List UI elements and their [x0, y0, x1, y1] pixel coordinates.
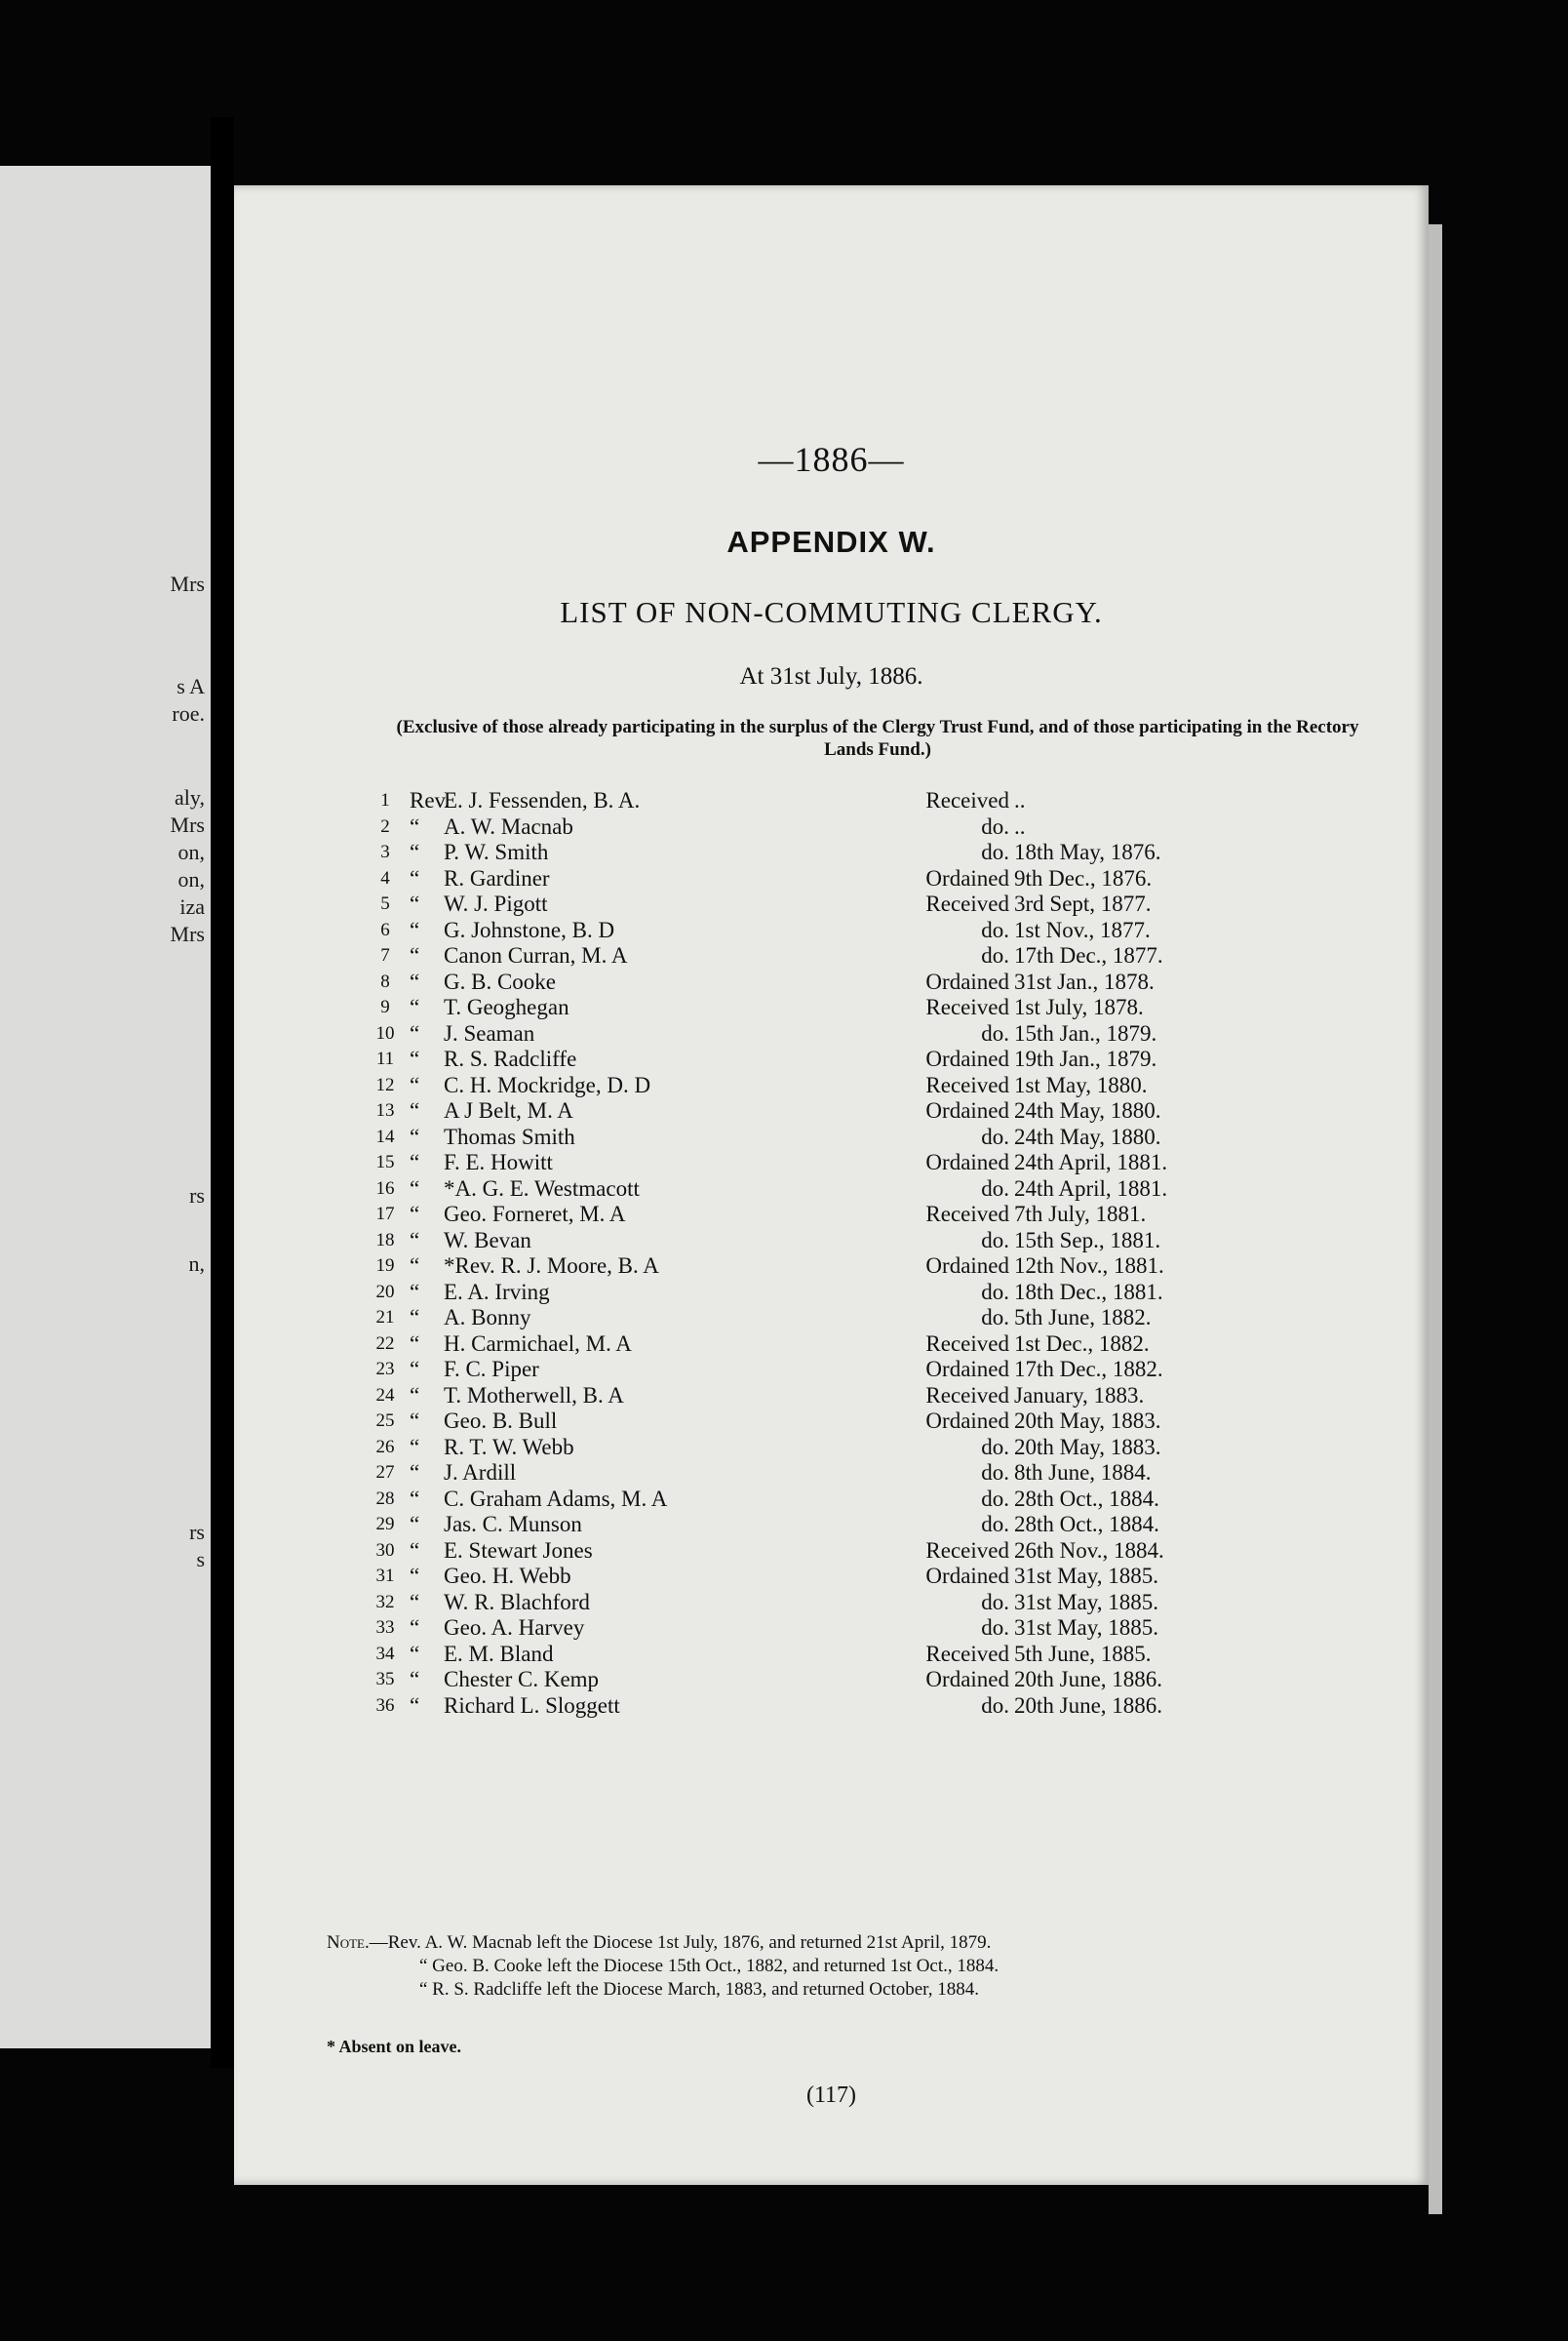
entry-number: 32	[375, 1591, 395, 1612]
entry-prefix: “	[410, 995, 420, 1019]
entry-date: 7th July, 1881.	[1014, 1202, 1147, 1226]
entry-date: 1st July, 1878.	[1014, 995, 1144, 1019]
list-item	[371, 1280, 1346, 1306]
entry-number: 23	[375, 1359, 395, 1379]
entry-number: 33	[375, 1617, 395, 1638]
list-title: LIST OF NON-COMMUTING CLERGY.	[560, 595, 1103, 629]
entry-date: 20th June, 1886.	[1014, 1692, 1163, 1718]
clergy-name: W. R. Blachford	[444, 1589, 590, 1614]
page-edge	[1429, 224, 1442, 2214]
list-item	[371, 1383, 1346, 1409]
left-page-fragment: iza	[179, 894, 205, 919]
entry-number: 16	[375, 1177, 395, 1199]
entry-status: do.	[981, 813, 1009, 839]
clergy-name: Jas. C. Munson	[444, 1512, 582, 1536]
entry-status: do.	[981, 917, 1009, 942]
entry-prefix: “	[410, 1047, 420, 1071]
entry-date: 12th Nov., 1881.	[1014, 1253, 1164, 1278]
entry-status: Ordained	[925, 1098, 1009, 1123]
clergy-name: F. C. Piper	[444, 1357, 539, 1381]
entry-date: 24th April, 1881.	[1014, 1175, 1168, 1201]
footnote-line: “ R. S. Radcliffe left the Diocese March, 1883, and returned October, 1884.	[419, 1978, 979, 2000]
entry-prefix: “	[410, 1512, 420, 1536]
entry-status: Ordained	[925, 1047, 1009, 1071]
list-item	[371, 1021, 1346, 1048]
entry-number: 24	[375, 1384, 395, 1406]
left-page-fragment: rs	[189, 1183, 205, 1208]
clergy-name: Geo. A. Harvey	[444, 1615, 585, 1640]
clergy-name: A. W. Macnab	[444, 813, 573, 839]
exclusion-note: (Exclusive of those already participating in the surplus of the Clergy Trust Fund, and of those participating in the Rectory Lands Fund.)	[396, 717, 1359, 760]
list-item	[371, 1538, 1346, 1565]
entry-number: 29	[375, 1514, 395, 1534]
entry-prefix: “	[410, 1279, 420, 1304]
list-item	[371, 1460, 1346, 1487]
entry-prefix: “	[410, 917, 420, 942]
clergy-name: A. Bonny	[444, 1305, 531, 1329]
entry-number: 28	[375, 1488, 395, 1509]
clergy-name: J. Seaman	[444, 1020, 535, 1046]
clergy-name: E. Stewart Jones	[444, 1537, 593, 1563]
entry-number: 36	[375, 1694, 395, 1716]
entry-prefix: “	[410, 865, 420, 891]
entry-status: Ordained	[925, 1357, 1009, 1381]
year-heading: —1886—	[758, 440, 905, 479]
entry-number: 13	[375, 1100, 395, 1121]
left-page-fragment: on,	[177, 840, 205, 864]
list-item	[371, 1150, 1346, 1176]
entry-prefix: “	[410, 1615, 420, 1640]
list-item	[371, 943, 1346, 970]
list-item	[371, 1409, 1346, 1435]
list-item	[371, 1176, 1346, 1203]
entry-status: Received	[925, 1382, 1009, 1408]
entry-status: Received	[925, 1641, 1009, 1666]
left-page-fragment: rs	[189, 1520, 205, 1544]
entry-date: 18th Dec., 1881.	[1014, 1279, 1163, 1304]
entry-prefix: “	[410, 1537, 420, 1563]
footnote-line	[327, 1931, 1399, 1955]
entry-number: 27	[375, 1462, 395, 1483]
footnote-line: “ Geo. B. Cooke left the Diocese 15th Oct., 1882, and returned 1st Oct., 1884.	[419, 1955, 1000, 1976]
list-item	[371, 1098, 1346, 1125]
entry-prefix: “	[410, 1409, 420, 1433]
list-item	[371, 1202, 1346, 1228]
entry-status: Ordained	[925, 1150, 1009, 1174]
entry-status: do.	[981, 943, 1009, 968]
clergy-name: W. J. Pigott	[444, 892, 548, 916]
entry-date: ..	[1014, 788, 1026, 813]
entry-number: 35	[375, 1669, 395, 1689]
entry-number: 9	[380, 997, 390, 1017]
entry-status: do.	[981, 1434, 1009, 1459]
entry-number: 6	[380, 919, 390, 940]
entry-prefix: “	[410, 1692, 420, 1718]
entry-status: do.	[981, 1020, 1009, 1046]
list-item	[371, 866, 1346, 893]
entry-prefix: “	[410, 1641, 420, 1666]
entry-prefix: “	[410, 1382, 420, 1408]
entry-prefix: “	[410, 1589, 420, 1614]
entry-date: 31st May, 1885.	[1014, 1615, 1159, 1640]
entry-number: 25	[375, 1410, 395, 1431]
entry-prefix: “	[410, 1357, 420, 1381]
list-item	[371, 1331, 1346, 1358]
left-page-fragment: Mrs	[170, 922, 205, 946]
entry-date: 1st May, 1880.	[1014, 1072, 1148, 1097]
entry-prefix: “	[410, 1072, 420, 1097]
entry-number: 7	[380, 945, 390, 966]
entry-status: Received	[925, 995, 1009, 1019]
list-item	[371, 1590, 1346, 1616]
entry-status: do.	[981, 840, 1009, 864]
entry-date: 5th June, 1882.	[1014, 1305, 1152, 1329]
entry-date: 8th June, 1884.	[1014, 1460, 1152, 1485]
entry-status: do.	[981, 1615, 1009, 1640]
list-item	[371, 892, 1346, 918]
clergy-name: *A. G. E. Westmacott	[444, 1175, 640, 1201]
entry-status: Received	[925, 892, 1009, 916]
entry-prefix: “	[410, 1460, 420, 1485]
page-number: (117)	[805, 2083, 857, 2108]
entry-date: 1st Dec., 1882.	[1014, 1330, 1150, 1356]
entry-status: do.	[981, 1279, 1009, 1304]
left-page-fragment: aly,	[175, 785, 205, 810]
entry-number: 12	[375, 1074, 395, 1095]
list-item	[371, 1435, 1346, 1461]
left-page-fragment: on,	[177, 867, 205, 892]
entry-prefix: “	[410, 1098, 420, 1123]
entry-prefix: “	[410, 840, 420, 864]
entry-date: 28th Oct., 1884.	[1014, 1512, 1159, 1536]
as-of-date: At 31st July, 1886.	[739, 663, 923, 690]
entry-number: 15	[375, 1152, 395, 1172]
appendix-heading: APPENDIX W.	[726, 525, 936, 559]
clergy-name: E. J. Fessenden, B. A.	[444, 788, 641, 813]
entry-prefix: “	[410, 1305, 420, 1329]
list-item	[371, 1047, 1346, 1073]
entry-status: do.	[981, 1124, 1009, 1149]
list-item	[371, 814, 1346, 841]
clergy-name: R. T. W. Webb	[444, 1434, 574, 1459]
entry-date: ..	[1014, 813, 1026, 839]
entry-prefix: “	[410, 1202, 420, 1226]
entry-prefix: “	[410, 1124, 420, 1149]
entry-status: do.	[981, 1227, 1009, 1252]
entry-status: do.	[981, 1589, 1009, 1614]
entry-prefix: “	[410, 1330, 420, 1356]
entry-date: 20th June, 1886.	[1014, 1667, 1163, 1691]
book-gutter	[211, 117, 234, 2068]
entry-prefix: “	[410, 1667, 420, 1691]
entry-number: 11	[375, 1049, 395, 1069]
entry-date: 5th June, 1885.	[1014, 1641, 1152, 1666]
clergy-name: C. Graham Adams, M. A	[444, 1486, 668, 1511]
clergy-name: E. A. Irving	[444, 1279, 550, 1304]
entry-status: do.	[981, 1305, 1009, 1329]
entry-status: Received	[925, 1537, 1009, 1563]
list-item	[371, 970, 1346, 996]
clergy-name: H. Carmichael, M. A	[444, 1330, 632, 1356]
list-item	[371, 788, 1346, 814]
clergy-name: Geo. B. Bull	[444, 1409, 558, 1433]
entry-number: 10	[375, 1022, 395, 1044]
adjacent-left-page	[0, 166, 211, 2048]
entry-prefix: “	[410, 943, 420, 968]
entry-number: 18	[375, 1229, 395, 1250]
entry-number: 14	[375, 1126, 395, 1147]
clergy-name: R. S. Radcliffe	[444, 1047, 577, 1071]
entry-number: 3	[380, 842, 390, 862]
list-item	[371, 1564, 1346, 1590]
list-item	[371, 1693, 1346, 1720]
entry-prefix: “	[410, 1150, 420, 1174]
clergy-name: Geo. Forneret, M. A	[444, 1202, 626, 1226]
entry-status: Received	[925, 788, 1009, 813]
entry-status: do.	[981, 1692, 1009, 1718]
entry-date: 28th Oct., 1884.	[1014, 1486, 1159, 1511]
entry-status: Ordained	[925, 865, 1009, 891]
left-page-fragment: n,	[188, 1251, 205, 1276]
list-item	[371, 1487, 1346, 1513]
entry-status: Ordained	[925, 969, 1009, 994]
clergy-name: G. B. Cooke	[444, 969, 556, 994]
footnote-lead: Note.	[327, 1932, 370, 1953]
clergy-name: Geo. H. Webb	[444, 1564, 571, 1588]
entry-status: do.	[981, 1460, 1009, 1485]
clergy-name: T. Motherwell, B. A	[444, 1382, 624, 1408]
clergy-list	[371, 788, 1346, 1719]
footnote-text: —Rev. A. W. Macnab left the Diocese 1st July, 1876, and returned 21st April, 1879.	[369, 1932, 992, 1953]
entry-date: 9th Dec., 1876.	[1014, 865, 1153, 891]
list-item	[371, 1512, 1346, 1538]
entry-status: do.	[981, 1175, 1009, 1201]
entry-number: 8	[380, 971, 390, 992]
clergy-name: *Rev. R. J. Moore, B. A	[444, 1253, 659, 1278]
list-item	[371, 995, 1346, 1021]
entry-date: 18th May, 1876.	[1014, 840, 1161, 864]
list-item	[371, 1357, 1346, 1383]
entry-date: 31st Jan., 1878.	[1014, 969, 1155, 994]
entry-status: Received	[925, 1202, 1009, 1226]
entry-number: 21	[375, 1307, 395, 1328]
entry-number: 22	[375, 1332, 395, 1354]
left-page-fragment: s	[196, 1547, 205, 1571]
entry-number: 26	[375, 1436, 395, 1457]
list-item	[371, 1667, 1346, 1693]
clergy-name: R. Gardiner	[444, 865, 550, 891]
entry-number: 30	[375, 1539, 395, 1561]
list-item	[371, 1125, 1346, 1151]
left-page-fragment: roe.	[172, 701, 205, 726]
list-item	[371, 1615, 1346, 1642]
list-item	[371, 1642, 1346, 1668]
entry-date: 15th Sep., 1881.	[1014, 1227, 1161, 1252]
entry-date: 31st May, 1885.	[1014, 1564, 1159, 1588]
entry-number: 31	[375, 1566, 395, 1586]
entry-date: 15th Jan., 1879.	[1014, 1020, 1157, 1046]
entry-date: 24th April, 1881.	[1014, 1150, 1168, 1174]
entry-date: 26th Nov., 1884.	[1014, 1537, 1164, 1563]
entry-prefix: “	[410, 1564, 420, 1588]
entry-date: 3rd Sept, 1877.	[1014, 892, 1152, 916]
clergy-name: Richard L. Sloggett	[444, 1692, 620, 1718]
entry-status: Ordained	[925, 1667, 1009, 1691]
entry-date: 24th May, 1880.	[1014, 1124, 1161, 1149]
list-item	[371, 1305, 1346, 1331]
entry-number: 34	[375, 1643, 395, 1664]
clergy-name: Canon Curran, M. A	[444, 943, 628, 968]
entry-status: do.	[981, 1512, 1009, 1536]
clergy-name: E. M. Bland	[444, 1641, 554, 1666]
absent-note: * Absent on leave.	[327, 2037, 462, 2056]
entry-date: 20th May, 1883.	[1014, 1434, 1161, 1459]
entry-number: 20	[375, 1281, 395, 1302]
entry-date: 17th Dec., 1882.	[1014, 1357, 1163, 1381]
list-item	[371, 1253, 1346, 1280]
clergy-name: W. Bevan	[444, 1227, 531, 1252]
entry-prefix: “	[410, 1175, 420, 1201]
entry-prefix: “	[410, 813, 420, 839]
entry-date: 31st May, 1885.	[1014, 1589, 1159, 1614]
clergy-name: F. E. Howitt	[444, 1150, 553, 1174]
entry-status: Ordained	[925, 1409, 1009, 1433]
clergy-name: Thomas Smith	[444, 1124, 575, 1149]
clergy-name: G. Johnstone, B. D	[444, 917, 615, 942]
entry-status: Ordained	[925, 1564, 1009, 1588]
list-item	[371, 918, 1346, 944]
list-item	[371, 1073, 1346, 1099]
footnote-block	[327, 1931, 1399, 2001]
entry-date: 17th Dec., 1877.	[1014, 943, 1163, 968]
entry-date: 19th Jan., 1879.	[1014, 1047, 1157, 1071]
entry-prefix: “	[410, 1020, 420, 1046]
entry-number: 5	[380, 893, 390, 914]
entry-prefix: “	[410, 969, 420, 994]
entry-prefix: “	[410, 892, 420, 916]
list-item	[371, 840, 1346, 866]
clergy-name: J. Ardill	[444, 1460, 517, 1485]
list-item	[371, 1228, 1346, 1254]
clergy-name: P. W. Smith	[444, 840, 549, 864]
entry-number: 2	[380, 815, 390, 837]
entry-date: January, 1883.	[1014, 1382, 1145, 1408]
entry-number: 1	[380, 790, 390, 811]
left-page-fragment: s A	[176, 674, 205, 698]
entry-prefix: “	[410, 1227, 420, 1252]
entry-number: 19	[375, 1255, 395, 1276]
entry-status: Received	[925, 1330, 1009, 1356]
entry-status: do.	[981, 1486, 1009, 1511]
entry-status: Received	[925, 1072, 1009, 1097]
clergy-name: Chester C. Kemp	[444, 1667, 600, 1691]
left-page-fragment: Mrs	[170, 813, 205, 837]
entry-prefix: “	[410, 1253, 420, 1278]
entry-date: 20th May, 1883.	[1014, 1409, 1161, 1433]
entry-number: 4	[380, 867, 390, 889]
document-page	[234, 185, 1429, 2185]
clergy-name: A J Belt, M. A	[444, 1098, 573, 1123]
entry-number: 17	[375, 1204, 395, 1224]
entry-prefix: “	[410, 1434, 420, 1459]
entry-prefix: “	[410, 1486, 420, 1511]
entry-date: 24th May, 1880.	[1014, 1098, 1161, 1123]
left-page-fragment: Mrs	[170, 572, 205, 596]
entry-status: Ordained	[925, 1253, 1009, 1278]
entry-prefix: Rev.	[410, 788, 451, 813]
entry-date: 1st Nov., 1877.	[1014, 917, 1151, 942]
clergy-name: T. Geoghegan	[444, 995, 569, 1019]
clergy-name: C. H. Mockridge, D. D	[444, 1072, 651, 1097]
